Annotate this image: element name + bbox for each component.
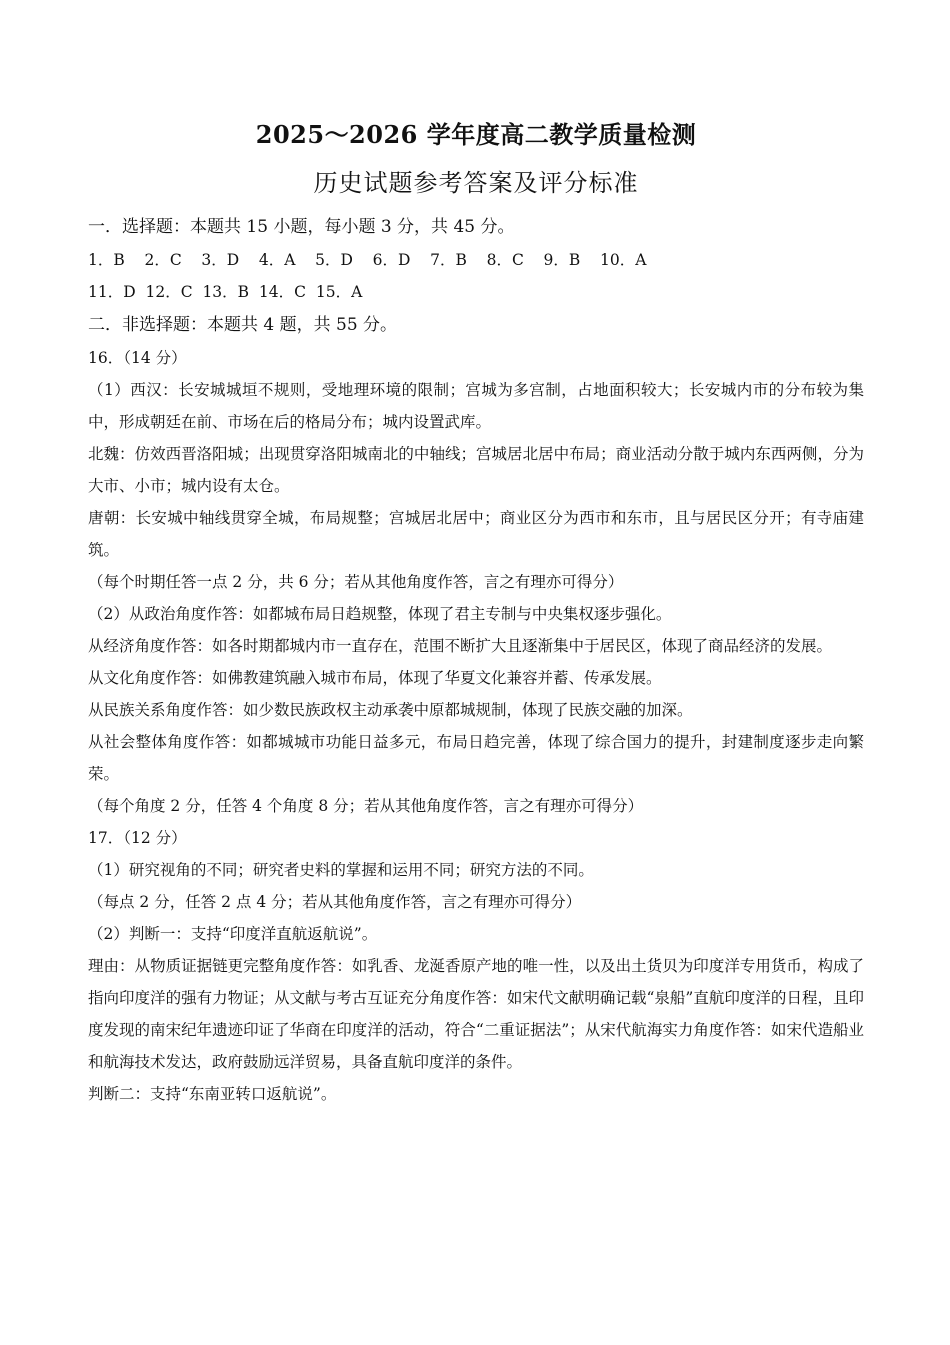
q16-part2-politics: （2）从政治角度作答：如都城布局日趋规整，体现了君主专制与中央集权逐步强化。: [88, 605, 672, 623]
q16-part1-tang: 唐朝：长安城中轴线贯穿全城，布局规整；宫城居北居中；商业区分为西市和东市，且与居民区分开；有寺庙建筑。: [88, 509, 864, 559]
q16-part2-economy: 从经济角度作答：如各时期都城内市一直存在，范围不断扩大且逐渐集中于居民区，体现了商品经济的发展。: [88, 637, 833, 655]
q17-part2-judgment-1: （2）判断一：支持“印度洋直航返航说”。: [88, 925, 378, 943]
section-choice-header: 一．选择题：本题共 15 小题，每小题 3 分，共 45 分。: [88, 217, 515, 237]
q16-part2-society: 从社会整体角度作答：如都城城市功能日益多元，布局日趋完善，体现了综合国力的提升，封建制度逐步走向繁荣。: [88, 733, 864, 783]
document-subtitle: 历史试题参考答案及评分标准: [313, 169, 639, 197]
q16-header: 16．（14 分）: [88, 349, 187, 367]
q17-part1: （1）研究视角的不同；研究者史料的掌握和运用不同；研究方法的不同。: [88, 861, 594, 879]
q17-part2-reason: 理由：从物质证据链更完整角度作答：如乳香、龙涎香原产地的唯一性，以及出土货贝为印度洋专用货币，构成了指向印度洋的强有力物证；从文献与考古互证充分角度作答：如宋代文献明确记载“泉船”直航印度洋的日程，且印度发现的南宋纪年遗迹印证了华商在印度洋的活动，符合“二重证据法”；从宋代航海实力角度作答：如宋代造船业和航海技术发达，政府鼓励远洋贸易，具备直航印度洋的条件。: [88, 957, 864, 1071]
q16-part2-ethnic: 从民族关系角度作答：如少数民族政权主动承袭中原都城规制，体现了民族交融的加深。: [88, 701, 693, 719]
answers-row-2: 11．D 12．C 13．B 14．C 15．A: [88, 283, 363, 301]
q16-part1-beiwei: 北魏：仿效西晋洛阳城；出现贯穿洛阳城南北的中轴线；宫城居北居中布局；商业活动分散于城内东西两侧，分为大市、小市；城内设有太仓。: [88, 445, 864, 495]
document-title: 2025～2026 学年度高二教学质量检测: [255, 120, 697, 149]
q17-header: 17．（12 分）: [88, 829, 187, 847]
q16-part2-culture: 从文化角度作答：如佛教建筑融入城市布局，体现了华夏文化兼容并蓄、传承发展。: [88, 669, 662, 687]
q16-part1-scoring-note: （每个时期任答一点 2 分，共 6 分；若从其他角度作答，言之有理亦可得分）: [88, 573, 624, 591]
q17-part2-judgment-2: 判断二：支持“东南亚转口返航说”。: [88, 1085, 337, 1103]
q16-part1-xihan: （1）西汉：长安城城垣不规则，受地理环境的限制；宫城为多宫制，占地面积较大；长安城内市的分布较为集中，形成朝廷在前、市场在后的格局分布；城内设置武库。: [88, 381, 864, 431]
answers-row-1: 1．B 2．C 3．D 4．A 5．D 6．D 7．B 8．C 9．B 10．A: [88, 251, 647, 269]
section-nonchoice-header: 二．非选择题：本题共 4 题，共 55 分。: [88, 315, 398, 335]
q16-part2-scoring-note: （每个角度 2 分，任答 4 个角度 8 分；若从其他角度作答，言之有理亦可得分）: [88, 797, 644, 815]
q17-part1-scoring-note: （每点 2 分，任答 2 点 4 分；若从其他角度作答，言之有理亦可得分）: [88, 893, 582, 911]
